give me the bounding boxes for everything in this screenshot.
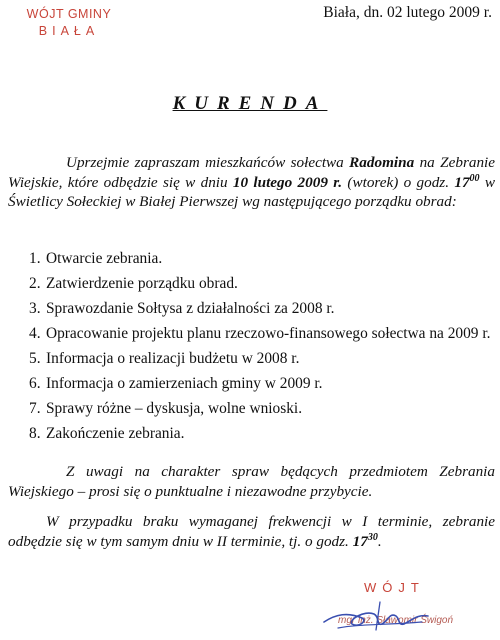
agenda-item-text: Opracowanie projektu planu rzeczowo-finansowego sołectwa na 2009 r. <box>46 325 491 342</box>
agenda-item <box>29 349 494 368</box>
agenda-item <box>29 249 494 268</box>
handwritten-signature <box>318 594 438 636</box>
agenda-item-text: Sprawy różne – dyskusja, wolne wnioski. <box>46 400 303 417</box>
quorum-text-end: . <box>377 532 382 550</box>
agenda-item <box>29 274 494 293</box>
invitation-paragraph <box>8 153 495 212</box>
signature-stamp-name: mgr inż. Sławomir Świgoń <box>338 615 454 626</box>
agenda-item-text: Zatwierdzenie porządku obrad. <box>46 275 238 292</box>
agenda-item <box>29 299 494 318</box>
agenda-item <box>29 399 494 418</box>
agenda-item-number: 6. <box>29 375 41 392</box>
agenda-item-number: 1. <box>29 250 41 267</box>
meeting-date: 10 lutego 2009 r. <box>232 173 343 191</box>
agenda-item-number: 3. <box>29 300 41 317</box>
agenda-item <box>29 374 494 393</box>
agenda-item-number: 5. <box>29 350 41 367</box>
agenda-list <box>29 249 494 449</box>
office-stamp <box>12 7 126 39</box>
agenda-item <box>29 324 494 343</box>
village-name: Radomina <box>349 154 415 171</box>
document-title: KURENDA <box>172 93 328 114</box>
meeting-time <box>454 174 479 191</box>
agenda-item <box>29 424 494 443</box>
second-term-time <box>353 533 378 550</box>
stamp-line2: BIAŁA <box>38 24 100 39</box>
agenda-item-text: Informacja o realizacji budżetu w 2008 r. <box>46 350 300 367</box>
intro-text-2: na Zebranie Wiejskie, które odbędzie się w dniu <box>8 154 496 191</box>
agenda-item-number: 4. <box>29 325 41 342</box>
agenda-item-text: Zakończenie zebrania. <box>46 425 185 442</box>
second-term-minutes: 30 <box>367 531 378 543</box>
intro-text-3: (wtorek) o godz. <box>342 173 455 191</box>
agenda-item-text: Sprawozdanie Sołtysa z działalności za 2008 r. <box>46 300 335 317</box>
second-term-hour: 17 <box>352 532 368 550</box>
intro-text-4: w Świetlicy Sołeckiej w Białej Pierwszej wg następującego porządku obrad: <box>8 173 495 210</box>
agenda-item-text: Otwarcie zebrania. <box>46 250 163 267</box>
meeting-hour: 17 <box>454 173 470 191</box>
intro-text-1: Uprzejmie zapraszam mieszkańców sołectwa <box>66 154 350 171</box>
meeting-minutes: 00 <box>469 172 480 184</box>
quorum-note <box>8 512 495 551</box>
agenda-item-number: 8. <box>29 425 41 442</box>
agenda-item-number: 2. <box>29 275 41 292</box>
punctuality-note: Z uwagi na charakter spraw będących przedmiotem Zebrania Wiejskiego – prosi się o punktualne i niezawodne przybycie. <box>8 463 495 500</box>
place-date: Biała, dn. 02 lutego 2009 r. <box>323 4 492 21</box>
signature-stamp-title: WÓJT <box>364 580 425 595</box>
agenda-item-number: 7. <box>29 400 41 417</box>
agenda-item-text: Informacja o zamierzeniach gminy w 2009 r. <box>46 375 323 392</box>
quorum-text: W przypadku braku wymaganej frekwencji w I terminie, zebranie odbędzie się w tym samym dniu w II terminie, tj. o godz. <box>8 513 495 550</box>
stamp-line1: WÓJT GMINY <box>26 7 112 21</box>
